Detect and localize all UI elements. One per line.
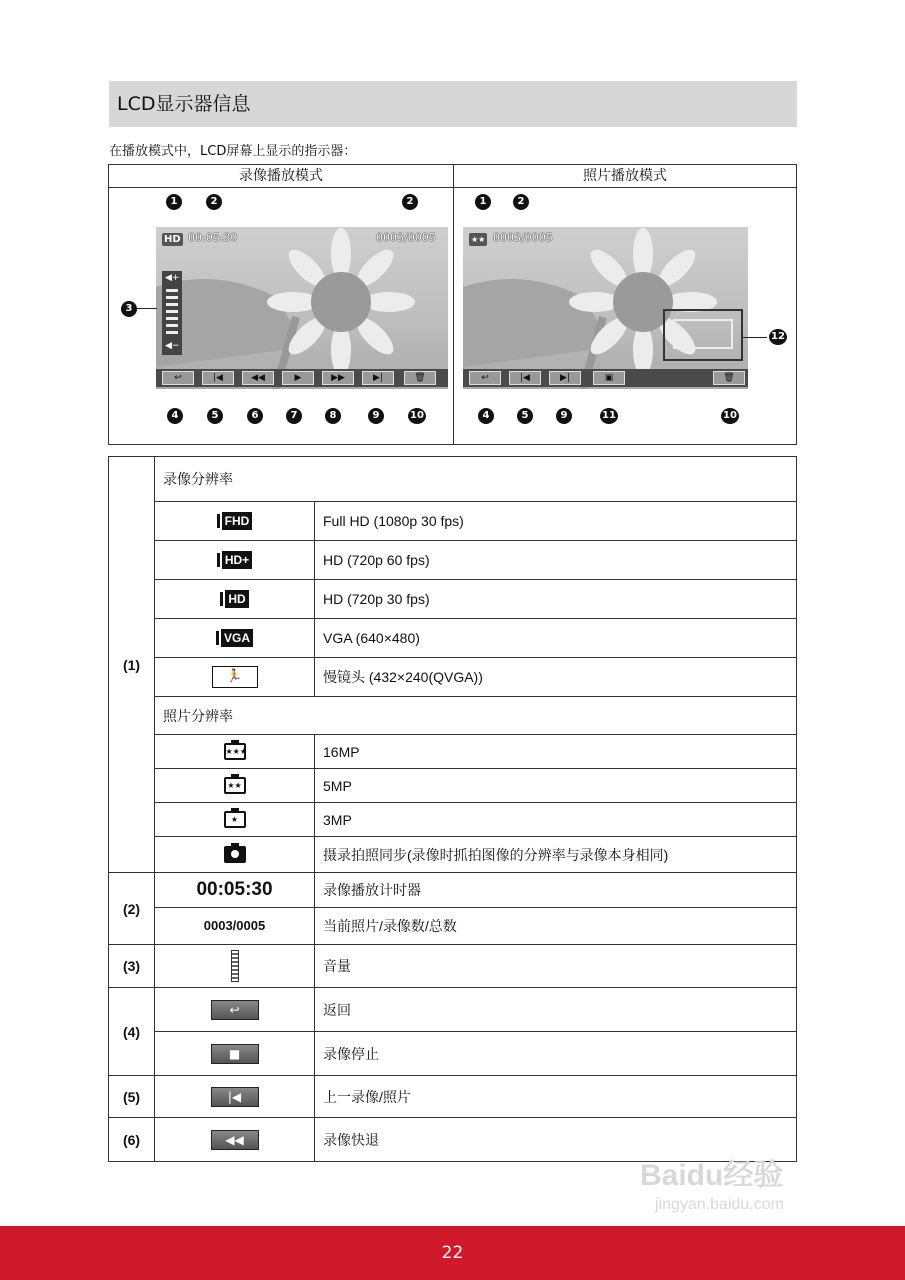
- file-counter: 0003/0005: [376, 231, 436, 244]
- sunflower-image: [156, 227, 448, 389]
- callout-5: 5: [207, 408, 223, 424]
- rewind-button[interactable]: ◀◀: [242, 371, 274, 385]
- row-number: (3): [109, 945, 155, 988]
- desc-cell: 录像快退: [315, 1118, 797, 1162]
- desc-cell: HD (720p 30 fps): [315, 580, 797, 619]
- desc-cell: VGA (640×480): [315, 619, 797, 658]
- desc-cell: 摄录拍照同步(录像时抓拍图像的分辨率与录像本身相同): [315, 837, 797, 873]
- callout-6: 6: [247, 408, 263, 424]
- previous-button[interactable]: |◀: [202, 371, 234, 385]
- fast-forward-button[interactable]: ▶▶: [322, 371, 354, 385]
- icon-cell: [155, 619, 315, 658]
- row-number: (2): [109, 873, 155, 945]
- callout-12: 12: [769, 329, 787, 345]
- video-resolution-title: 录像分辨率: [155, 457, 797, 502]
- counter-icon: 0003/0005: [203, 918, 266, 933]
- photo-3mp-icon: ★: [224, 811, 246, 828]
- section-subtitle: 在播放模式中，LCD屏幕上显示的指示器：: [109, 144, 357, 159]
- callout-2: 2: [206, 194, 222, 210]
- callout-4: 4: [167, 408, 183, 424]
- desc-cell: 5MP: [315, 769, 797, 803]
- hd-resolution-badge: HD: [164, 234, 181, 245]
- next-button[interactable]: ▶|: [549, 371, 581, 385]
- indicator-table: [108, 456, 797, 1162]
- timer-icon: 00:05:30: [196, 879, 273, 900]
- callout-11: 11: [600, 408, 618, 424]
- icon-cell: [155, 769, 315, 803]
- fhd-video-icon: FHD: [217, 510, 253, 532]
- playback-timer: 00:05:30: [188, 231, 238, 244]
- volume-up-icon[interactable]: ◀+: [165, 273, 180, 283]
- icon-cell: [155, 658, 315, 697]
- desc-cell: 3MP: [315, 803, 797, 837]
- row-number: (4): [109, 988, 155, 1076]
- sunflower-image: [463, 227, 748, 389]
- next-button[interactable]: ▶|: [362, 371, 394, 385]
- photo-resolution-icon: ★★: [471, 235, 486, 244]
- icon-cell: [155, 803, 315, 837]
- vga-video-icon: VGA: [216, 627, 253, 649]
- slow-motion-icon: 🏃: [212, 666, 258, 688]
- video-playback-heading: 录像播放模式: [109, 165, 453, 188]
- desc-cell: 返回: [315, 988, 797, 1032]
- photo-resolution-title: 照片分辨率: [155, 697, 797, 735]
- rewind-icon: ◀◀: [211, 1130, 259, 1150]
- callout-1: 1: [166, 194, 182, 210]
- callout-7: 7: [286, 408, 302, 424]
- icon-cell: [155, 837, 315, 873]
- callout-2: 2: [513, 194, 529, 210]
- page-number: 22: [441, 1243, 464, 1263]
- desc-cell: 当前照片/录像数/总数: [315, 908, 797, 945]
- photo-counter: 0003/0005: [493, 231, 553, 244]
- row-number: (1): [109, 457, 155, 873]
- desc-cell: 慢镜头 (432×240(QVGA)): [315, 658, 797, 697]
- previous-button[interactable]: |◀: [509, 371, 541, 385]
- callout-1: 1: [475, 194, 491, 210]
- callout-8: 8: [325, 408, 341, 424]
- photo-5mp-icon: ★★: [224, 777, 246, 794]
- icon-cell: [155, 502, 315, 541]
- volume-icon: [231, 950, 239, 982]
- video-screen: [156, 227, 448, 389]
- callout-9: 9: [556, 408, 572, 424]
- desc-cell: 上一录像/照片: [315, 1076, 797, 1118]
- page-footer: [0, 1226, 905, 1280]
- desc-cell: Full HD (1080p 30 fps): [315, 502, 797, 541]
- volume-bar[interactable]: [162, 271, 182, 355]
- volume-down-icon[interactable]: ◀−: [165, 341, 180, 351]
- section-title: LCD显示器信息: [109, 81, 797, 127]
- baidu-watermark: Baidu经验: [640, 1159, 784, 1192]
- zoom-navigator[interactable]: [663, 309, 743, 361]
- back-button[interactable]: ↩: [162, 371, 194, 385]
- icon-cell: [155, 580, 315, 619]
- callout-4: 4: [478, 408, 494, 424]
- desc-cell: 音量: [315, 945, 797, 988]
- row-number: (6): [109, 1118, 155, 1162]
- photo-16mp-icon: ★★★: [224, 743, 246, 760]
- photo-playback-heading: 照片播放模式: [454, 165, 796, 188]
- callout-2b: 2: [402, 194, 418, 210]
- hd-plus-video-icon: HD+: [217, 549, 252, 571]
- panel-divider: [453, 165, 454, 444]
- hd-video-icon: HD: [220, 588, 248, 610]
- play-button[interactable]: ▶: [282, 371, 314, 385]
- callout-10: 10: [408, 408, 426, 424]
- back-button[interactable]: ↩: [469, 371, 501, 385]
- return-icon: ↩: [211, 1000, 259, 1020]
- delete-button[interactable]: 🗑: [404, 371, 436, 385]
- desc-cell: 录像停止: [315, 1032, 797, 1076]
- icon-cell: [155, 735, 315, 769]
- camera-icon: [224, 846, 246, 863]
- playback-panels: [108, 164, 797, 445]
- video-control-bar: [156, 369, 448, 387]
- icon-cell: [155, 541, 315, 580]
- desc-cell: 录像播放计时器: [315, 873, 797, 908]
- photo-screen: [463, 227, 748, 389]
- baidu-watermark-url: jingyan.baidu.com: [655, 1196, 784, 1213]
- callout-3: 3: [121, 301, 137, 317]
- callout-5: 5: [517, 408, 533, 424]
- desc-cell: HD (720p 60 fps): [315, 541, 797, 580]
- row-number: (5): [109, 1076, 155, 1118]
- stop-icon: ■: [211, 1044, 259, 1064]
- desc-cell: 16MP: [315, 735, 797, 769]
- delete-button[interactable]: 🗑: [713, 371, 745, 385]
- slideshow-button[interactable]: ▣: [593, 371, 625, 385]
- callout-10: 10: [721, 408, 739, 424]
- previous-icon: |◀: [211, 1087, 259, 1107]
- callout-9: 9: [368, 408, 384, 424]
- photo-control-bar: [463, 369, 748, 387]
